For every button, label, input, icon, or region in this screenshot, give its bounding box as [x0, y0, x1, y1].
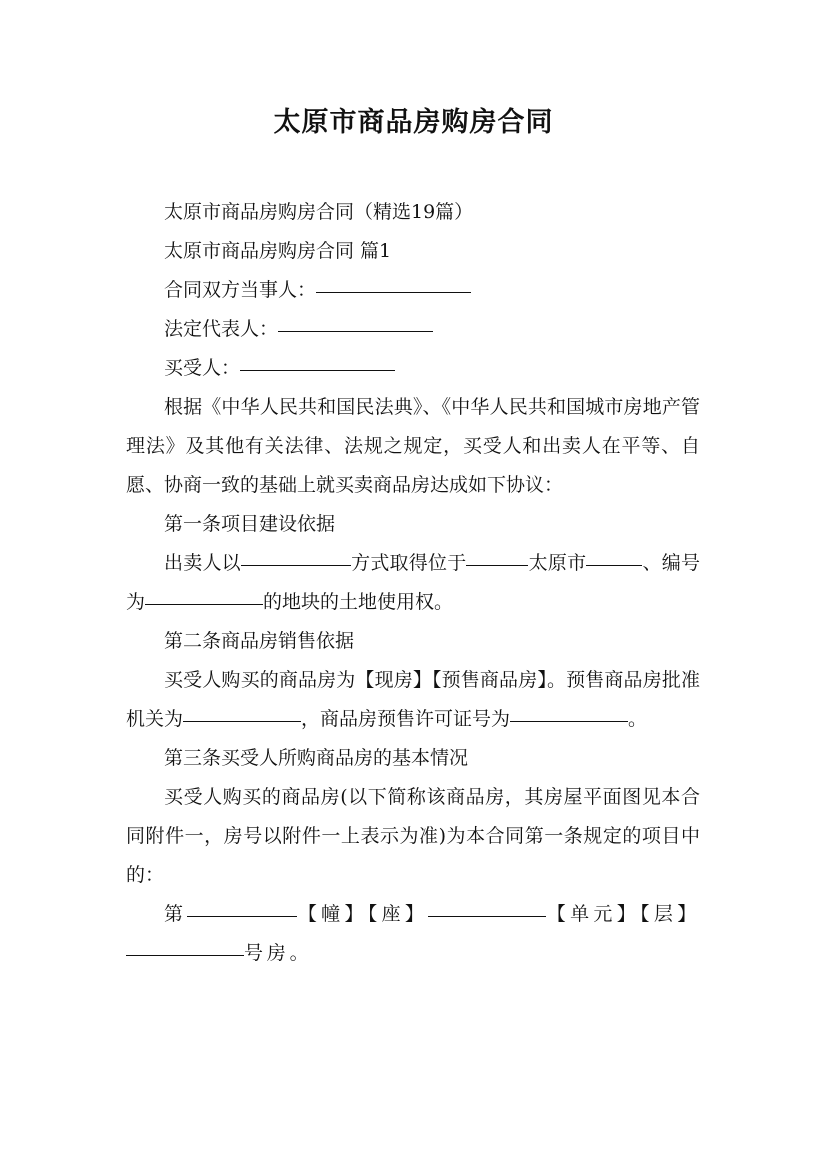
- section-heading: 太原市商品房购房合同 篇1: [164, 240, 392, 262]
- document-body: [126, 193, 700, 973]
- article1-text-c: 太原市: [528, 552, 587, 574]
- unit-text-d: 号房。: [244, 942, 313, 964]
- article1-blank-location: [466, 564, 528, 566]
- unit-text-b: 【幢】【座】: [297, 903, 429, 925]
- article2-text-b: ，商品房预售许可证号为: [301, 708, 511, 730]
- intro-paragraph: 根据《中华人民共和国民法典》、《中华人民共和国城市房地产管理法》及其他有关法律、法规之规定，买受人和出卖人在平等、自愿、协商一致的基础上就买卖商品房达成如下协议：: [126, 396, 700, 496]
- document-title: 太原市商品房购房合同: [273, 107, 554, 138]
- party-blank: [316, 291, 471, 293]
- article2-text-c: 。: [628, 708, 648, 730]
- unit-text-a: 第: [164, 903, 188, 925]
- article2-text-a: 买受人购买的商品房为【现房】【预售商品房】。预售商品房批准机关为: [126, 669, 700, 730]
- article1-blank-number: [145, 603, 263, 605]
- article1-text-d: 、编号为: [126, 552, 700, 613]
- article1-paragraph: [126, 544, 700, 622]
- party-line: [126, 271, 700, 310]
- article2-paragraph: [126, 661, 700, 739]
- document-subtitle: 太原市商品房购房合同（精选19篇）: [164, 201, 474, 223]
- unit-blank-unit: [428, 915, 546, 917]
- unit-blank-building: [187, 915, 297, 917]
- article1-text-b: 方式取得位于: [350, 552, 467, 574]
- article1-blank-method: [241, 564, 351, 566]
- article2-blank-authority: [183, 720, 301, 722]
- article3-paragraph: 买受人购买的商品房(以下简称该商品房，其房屋平面图见本合同附件一，房号以附件一上表示为准)为本合同第一条规定的项目中的：: [126, 786, 700, 886]
- buyer-blank: [240, 369, 395, 371]
- article1-text-a: 出卖人以: [164, 552, 241, 574]
- legal-rep-label: 法定代表人：: [164, 318, 279, 340]
- article1-heading: 第一条项目建设依据: [164, 513, 336, 535]
- article1-text-e: 的地块的土地使用权。: [263, 591, 454, 613]
- article3-heading: 第三条买受人所购商品房的基本情况: [164, 747, 469, 769]
- buyer-label: 买受人：: [164, 357, 241, 379]
- article2-heading: 第二条商品房销售依据: [164, 630, 355, 652]
- buyer-line: [126, 349, 700, 388]
- unit-blank-room: [126, 954, 244, 956]
- unit-text-c: 【单元】【层】: [546, 903, 700, 925]
- unit-line: [126, 895, 700, 973]
- article1-blank-area: [586, 564, 642, 566]
- legal-rep-blank: [278, 330, 433, 332]
- party-label: 合同双方当事人：: [164, 279, 317, 301]
- legal-rep-line: [126, 310, 700, 349]
- article2-blank-license: [510, 720, 628, 722]
